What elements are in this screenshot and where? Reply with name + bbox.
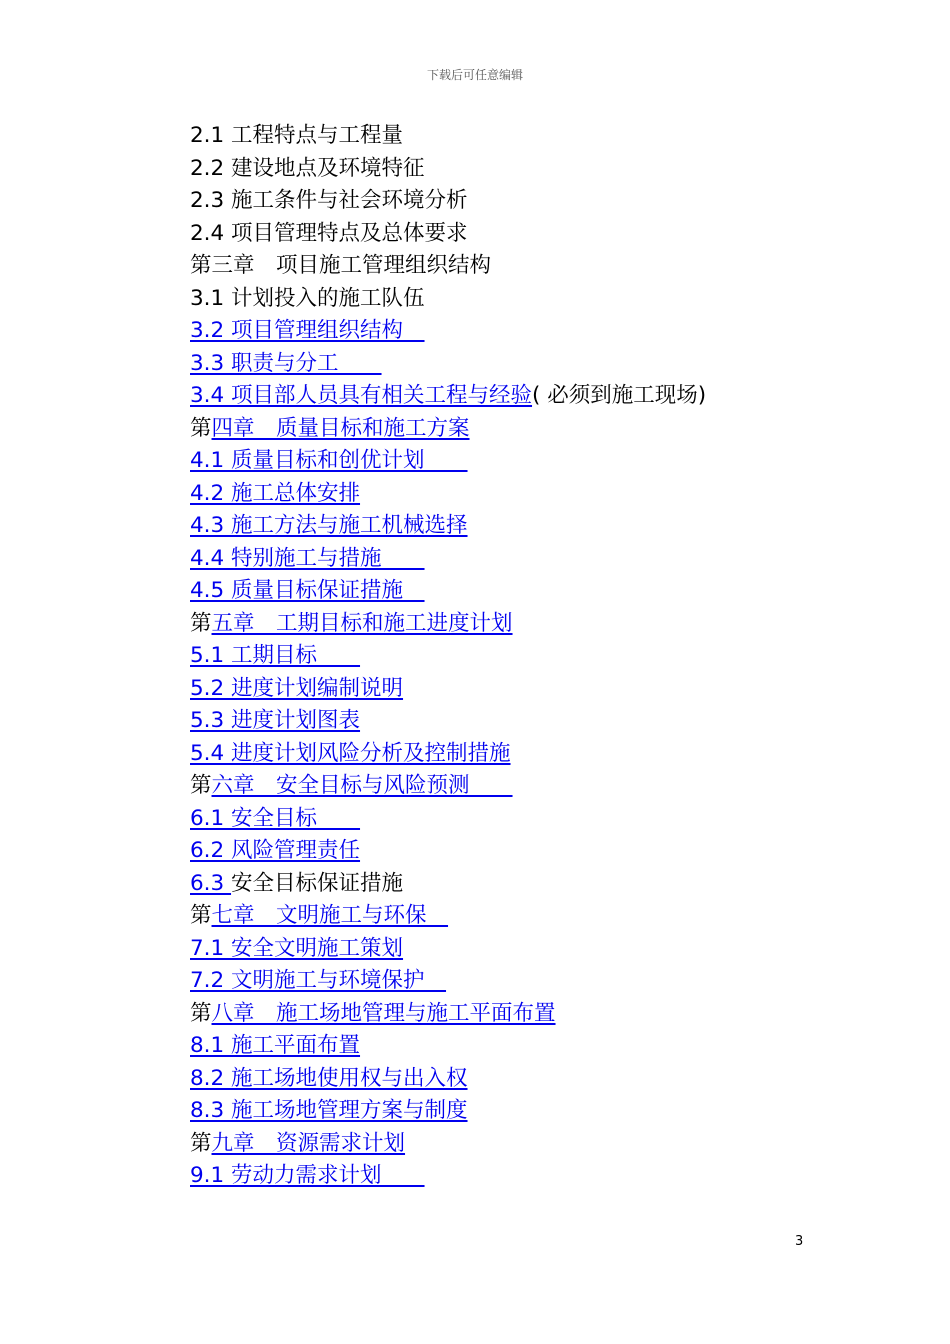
toc-link[interactable]: 7.2 文明施工与环境保护 (190, 968, 447, 993)
toc-link[interactable]: 6.2 风险管理责任 (190, 838, 361, 863)
toc-entry (190, 640, 890, 673)
toc-entry (190, 283, 890, 316)
toc-entry (190, 543, 890, 576)
toc-text: 安全目标保证措施 (231, 870, 404, 896)
toc-link[interactable]: 4.4 特别施工与措施 (190, 545, 425, 571)
toc-entry (190, 218, 890, 251)
toc-link[interactable]: 9.1 劳动力需求计划 (190, 1163, 425, 1188)
toc-entry (190, 705, 890, 738)
toc-entry (190, 250, 890, 283)
toc-link[interactable]: 6.1 安全目标 (190, 805, 361, 831)
toc-link[interactable]: 3.2 项目管理组织结构 (190, 318, 425, 343)
toc-text: 第三章 项目施工管理组织结构 (190, 253, 492, 278)
toc-link[interactable]: 4.3 施工方法与施工机械选择 (190, 513, 468, 538)
toc-entry (190, 900, 890, 933)
page-header: 下载后可任意编辑 (426, 68, 523, 82)
toc-text: ( 必须到施工现场) (532, 383, 707, 408)
toc-entry (190, 575, 890, 608)
toc-link[interactable]: 6.3 (190, 870, 232, 896)
toc-entry (190, 1095, 890, 1128)
table-of-contents (190, 120, 890, 1193)
toc-link[interactable]: 8.3 施工场地管理方案与制度 (190, 1098, 468, 1123)
toc-text: 2.2 建设地点及环境特征 (190, 155, 425, 181)
toc-entry (190, 1063, 890, 1096)
toc-link[interactable]: 8.1 施工平面布置 (190, 1033, 361, 1058)
toc-entry (190, 510, 890, 543)
toc-entry (190, 608, 890, 641)
toc-text: 第 (190, 1000, 212, 1026)
toc-text: 2.4 项目管理特点及总体要求 (190, 220, 468, 246)
toc-entry (190, 770, 890, 803)
toc-text: 第 (190, 773, 212, 798)
toc-entry (190, 835, 890, 868)
toc-entry (190, 868, 890, 901)
toc-text: 2.3 施工条件与社会环境分析 (190, 188, 468, 213)
toc-link[interactable]: 8.2 施工场地使用权与出入权 (190, 1065, 468, 1091)
toc-entry (190, 478, 890, 511)
toc-link[interactable]: 四章 质量目标和施工方案 (211, 415, 470, 441)
toc-entry (190, 933, 890, 966)
toc-link[interactable]: 7.1 安全文明施工策划 (190, 935, 404, 961)
toc-entry (190, 315, 890, 348)
page-number: 3 (795, 1234, 804, 1249)
toc-entry (190, 380, 890, 413)
toc-entry (190, 153, 890, 186)
toc-text: 第 (190, 415, 212, 441)
toc-entry (190, 738, 890, 771)
toc-link[interactable]: 八章 施工场地管理与施工平面布置 (211, 1000, 556, 1026)
toc-link[interactable]: 5.1 工期目标 (190, 643, 361, 668)
toc-entry (190, 803, 890, 836)
toc-link[interactable]: 4.1 质量目标和创优计划 (190, 448, 468, 473)
toc-text: 第 (190, 903, 212, 928)
toc-entry (190, 998, 890, 1031)
toc-entry (190, 1128, 890, 1161)
toc-entry (190, 120, 890, 153)
toc-link[interactable]: 六章 安全目标与风险预测 (211, 773, 513, 798)
toc-link[interactable]: 五章 工期目标和施工进度计划 (211, 610, 513, 636)
toc-entry (190, 1160, 890, 1193)
toc-entry (190, 965, 890, 998)
toc-entry (190, 185, 890, 218)
toc-link[interactable]: 九章 资源需求计划 (211, 1130, 406, 1156)
toc-entry (190, 673, 890, 706)
toc-entry (190, 348, 890, 381)
toc-entry (190, 1030, 890, 1063)
toc-link[interactable]: 5.3 进度计划图表 (190, 708, 361, 733)
toc-link[interactable]: 3.3 职责与分工 (190, 350, 382, 376)
toc-text: 2.1 工程特点与工程量 (190, 123, 404, 148)
toc-text: 3.1 计划投入的施工队伍 (190, 285, 425, 311)
toc-link[interactable]: 4.2 施工总体安排 (190, 480, 361, 506)
toc-link[interactable]: 3.4 项目部人员具有相关工程与经验 (190, 383, 533, 408)
toc-link[interactable]: 4.5 质量目标保证措施 (190, 578, 425, 603)
toc-link[interactable]: 5.2 进度计划编制说明 (190, 675, 404, 701)
toc-entry (190, 445, 890, 478)
toc-text: 第 (190, 610, 212, 636)
toc-link[interactable]: 七章 文明施工与环保 (211, 903, 449, 928)
toc-entry (190, 413, 890, 446)
toc-link[interactable]: 5.4 进度计划风险分析及控制措施 (190, 740, 511, 766)
toc-text: 第 (190, 1130, 212, 1156)
